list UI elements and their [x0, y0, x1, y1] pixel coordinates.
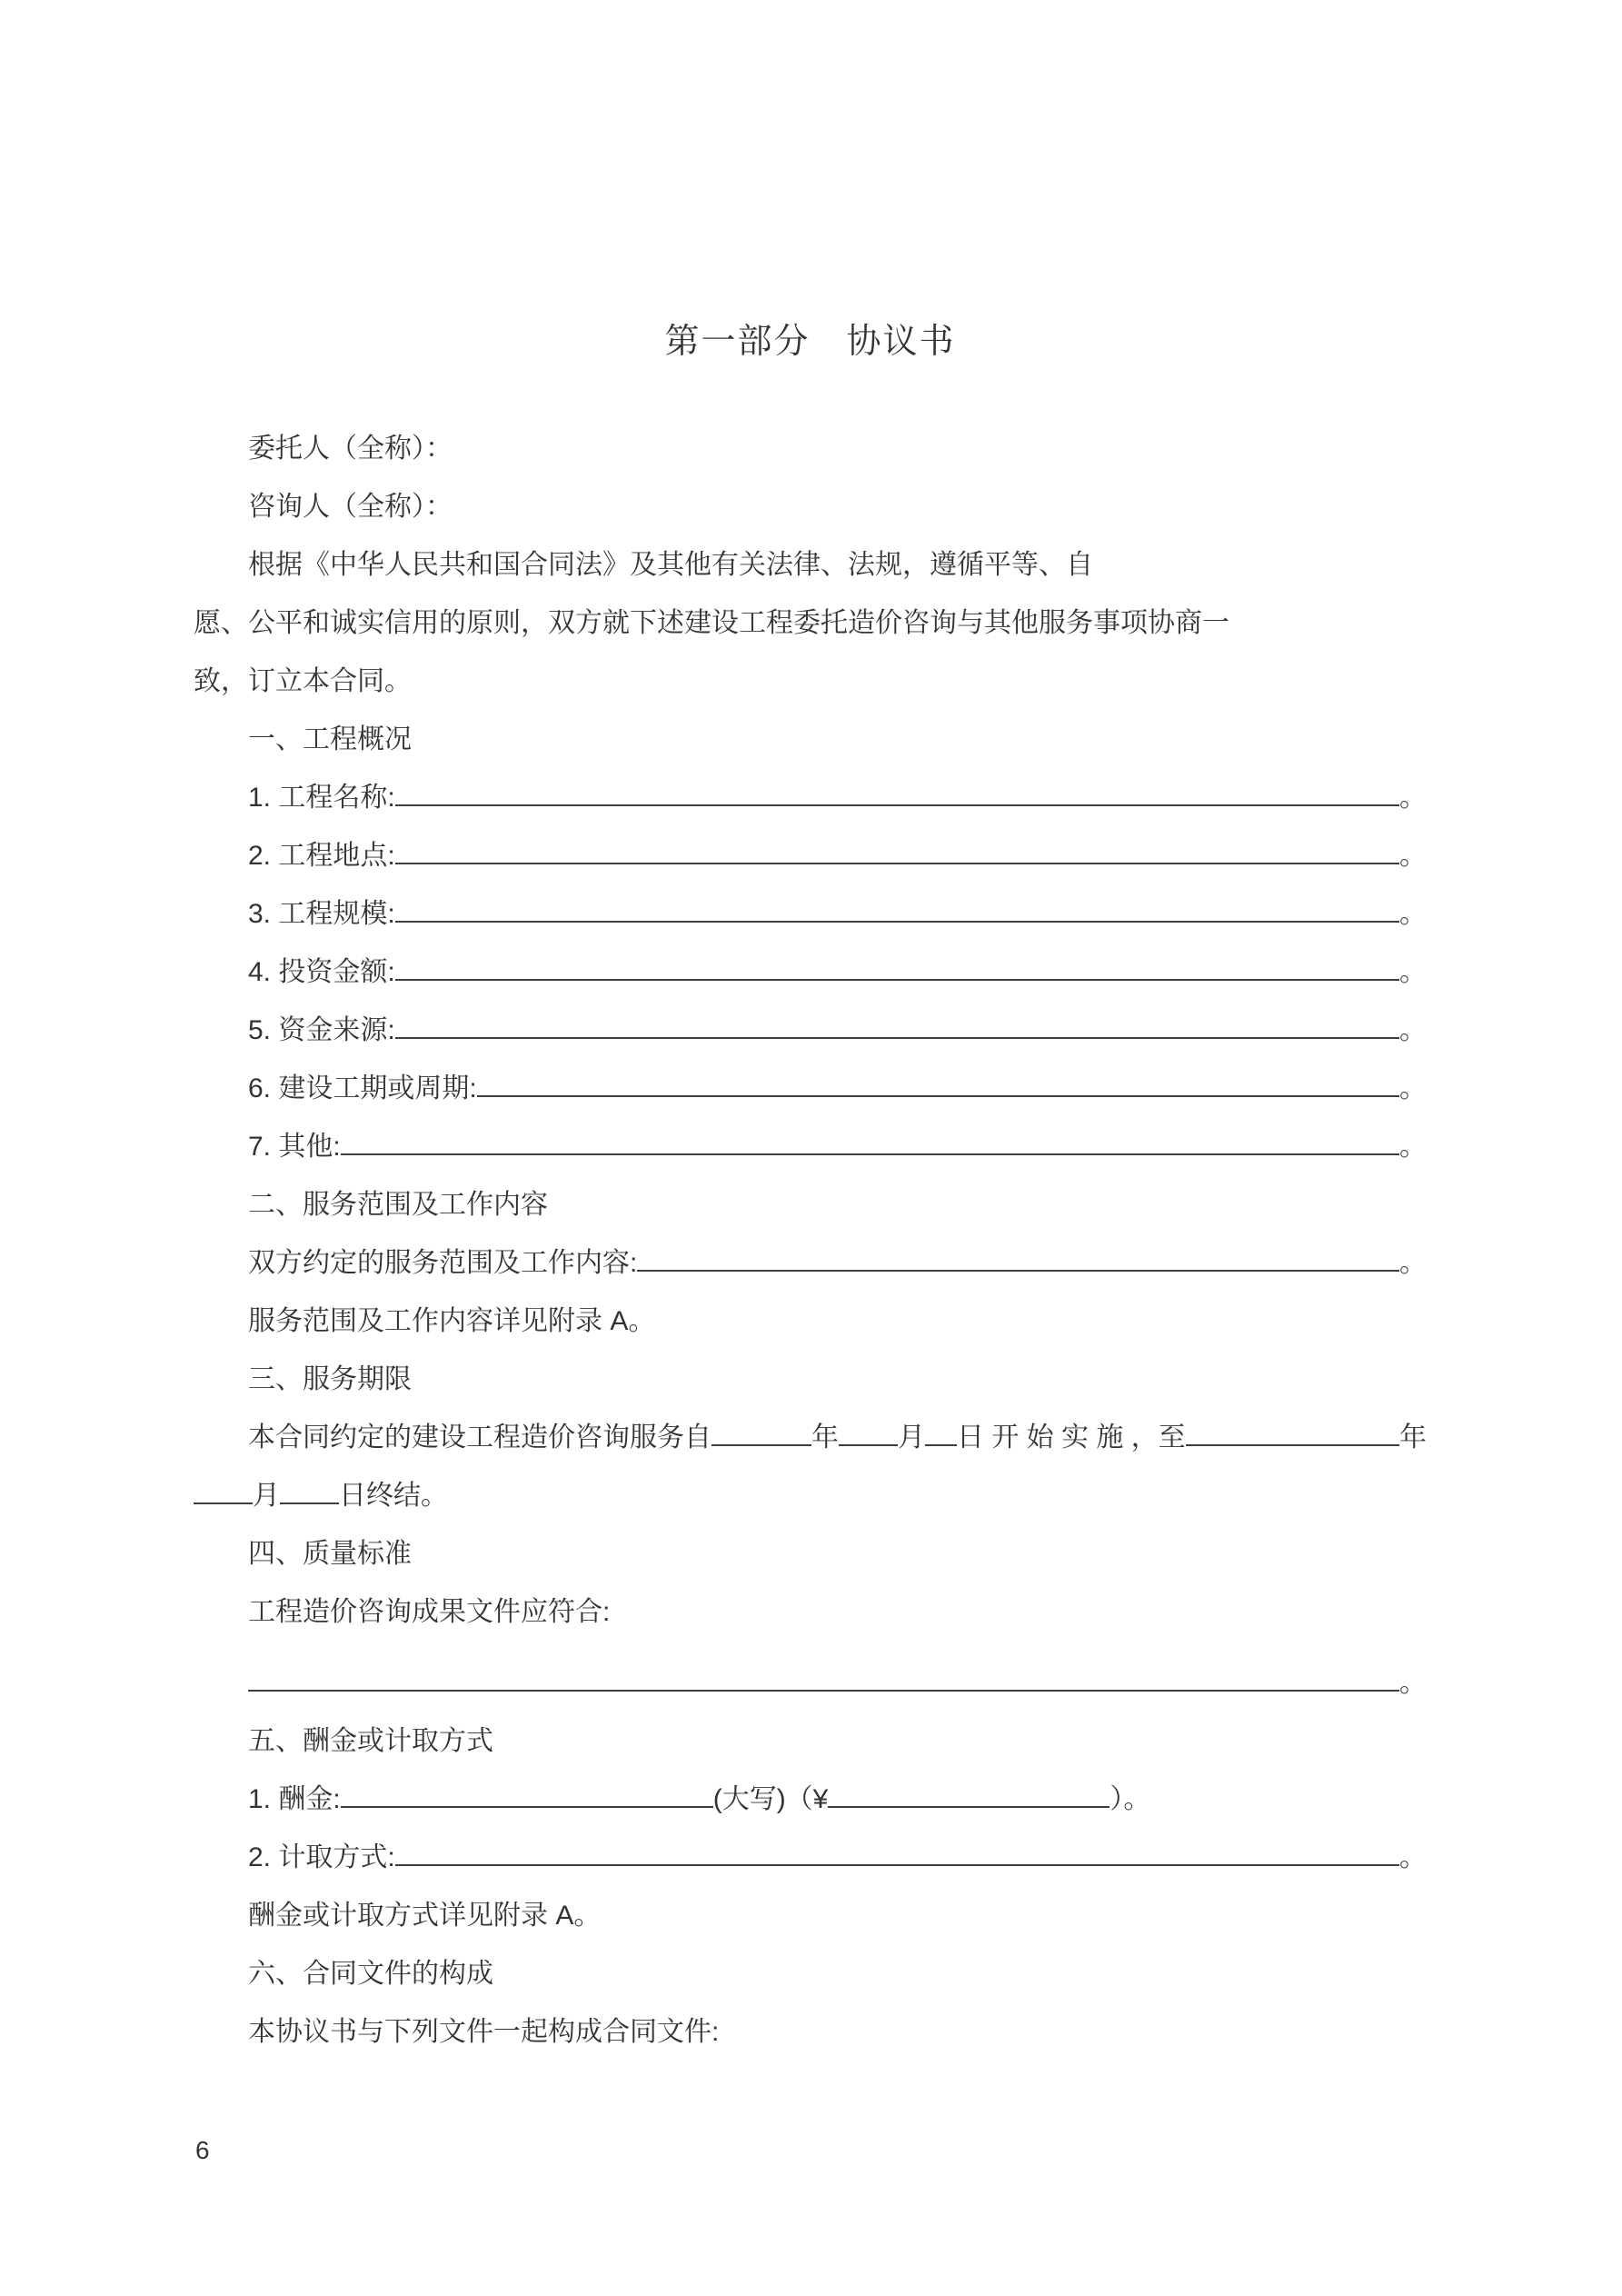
line-intro-3: [194, 653, 1427, 711]
fee-label: 1. 酬金:: [248, 1784, 341, 1814]
blank-project-name: [395, 779, 1399, 806]
line-fee: [194, 1771, 1427, 1829]
blank-project-location: [395, 837, 1399, 864]
investment-amount-label: 4. 投资金额:: [248, 957, 395, 987]
section-2-heading-text: 二、服务范围及工作内容: [248, 1190, 548, 1220]
line-service-period-2: [194, 1467, 1427, 1525]
blank-fee-method: [395, 1839, 1399, 1866]
section-6-heading: [194, 1945, 1427, 2003]
line-project-location: [194, 827, 1427, 885]
section-1-heading: [194, 711, 1427, 769]
section-5-heading: [194, 1712, 1427, 1771]
consultant-label: 咨询人（全称）：: [248, 492, 453, 522]
fee-method-label: 2. 计取方式:: [248, 1842, 395, 1872]
line-fund-source: [194, 1002, 1427, 1060]
section-3-heading: [194, 1351, 1427, 1409]
period-mark: 。: [1399, 783, 1427, 813]
section-1-heading-text: 一、工程概况: [248, 724, 412, 754]
page-number: 6: [195, 2136, 210, 2164]
line-intro-1: [194, 536, 1427, 594]
line-quality-intro: [194, 1583, 1427, 1642]
period-mark: 。: [1399, 1132, 1427, 1162]
intro-text-2: 愿、公平和诚实信用的原则，双方就下述建设工程委托造价咨询与其他服务事项协商一: [194, 608, 1229, 638]
line-project-scale: [194, 885, 1427, 943]
blank-quality-standard: [248, 1664, 1399, 1692]
service-scope-note-text: 服务范围及工作内容详见附录 A。: [248, 1306, 656, 1336]
intro-text-1: 根据《中华人民共和国合同法》及其他有关法律、法规，遵循平等、自: [248, 550, 1093, 580]
project-location-label: 2. 工程地点:: [248, 841, 395, 871]
line-project-name: [194, 769, 1427, 827]
blank-other: [341, 1128, 1399, 1155]
quality-intro-text: 工程造价咨询成果文件应符合:: [248, 1597, 611, 1627]
blank-end-day: [280, 1477, 339, 1504]
section-2-heading: [194, 1176, 1427, 1234]
blank-start-year: [711, 1419, 811, 1446]
fee-note-text: 酬金或计取方式详见附录 A。: [248, 1901, 602, 1931]
period-mark: 。: [1399, 1842, 1427, 1872]
line-service-scope-note: [194, 1293, 1427, 1351]
project-name-label: 1. 工程名称:: [248, 783, 395, 813]
period-mark: 。: [1399, 1073, 1427, 1103]
document-title: 第一部分 协议书: [664, 323, 956, 361]
line-fee-note: [194, 1887, 1427, 1945]
intro-text-3: 致，订立本合同。: [194, 666, 412, 696]
blank-end-year: [1186, 1419, 1399, 1446]
period-mark: 。: [1399, 1015, 1427, 1045]
line-construction-period: [194, 1060, 1427, 1118]
blank-investment-amount: [395, 953, 1399, 981]
blank-fund-source: [395, 1012, 1399, 1039]
month-label: 月: [253, 1481, 280, 1511]
service-period-end-text: 日终结。: [339, 1481, 448, 1511]
service-scope-label: 双方约定的服务范围及工作内容:: [248, 1248, 638, 1278]
blank-project-scale: [395, 895, 1399, 923]
fee-capital-label: (大写)（¥: [712, 1784, 829, 1814]
year-label: 年: [1399, 1423, 1427, 1452]
period-mark: 。: [1399, 957, 1427, 987]
section-4-heading: [194, 1525, 1427, 1583]
blank-service-scope: [637, 1244, 1399, 1272]
line-intro-2: [194, 594, 1427, 653]
construction-period-label: 6. 建设工期或周期:: [248, 1073, 477, 1103]
line-investment-amount: [194, 943, 1427, 1002]
line-client: [194, 420, 1427, 478]
section-6-heading-text: 六、合同文件的构成: [248, 1959, 493, 1989]
blank-end-month: [194, 1477, 253, 1504]
line-consultant: [194, 478, 1427, 536]
line-service-scope: [194, 1234, 1427, 1293]
blank-start-day: [925, 1419, 957, 1446]
blank-construction-period: [477, 1070, 1399, 1097]
blank-start-month: [839, 1419, 898, 1446]
period-mark: 。: [1399, 841, 1427, 871]
line-service-period-1: [194, 1409, 1427, 1467]
line-fee-method: [194, 1829, 1427, 1887]
section-4-heading-text: 四、质量标准: [248, 1539, 412, 1569]
line-contract-files-intro: [194, 2003, 1427, 2061]
line-other: [194, 1118, 1427, 1176]
service-period-mid-text: 日 开 始 实 施 ，至: [957, 1423, 1186, 1452]
fee-end-mark: ）。: [1110, 1784, 1151, 1814]
period-mark: 。: [1399, 1668, 1427, 1698]
blank-fee-amount-numeric: [828, 1781, 1110, 1808]
client-label: 委托人（全称）：: [248, 434, 453, 464]
service-period-pre-text: 本合同约定的建设工程造价咨询服务自: [248, 1423, 711, 1452]
period-mark: 。: [1399, 1248, 1427, 1278]
blank-fee-amount: [341, 1781, 713, 1808]
fund-source-label: 5. 资金来源:: [248, 1015, 395, 1045]
other-label: 7. 其他:: [248, 1132, 341, 1162]
contract-files-intro-text: 本协议书与下列文件一起构成合同文件:: [248, 2017, 720, 2047]
period-mark: 。: [1399, 899, 1427, 929]
line-quality-standard: [194, 1654, 1427, 1712]
section-3-heading-text: 三、服务期限: [248, 1364, 412, 1394]
year-label: 年: [811, 1423, 839, 1452]
month-label: 月: [898, 1423, 925, 1452]
section-5-heading-text: 五、酬金或计取方式: [248, 1726, 493, 1756]
project-scale-label: 3. 工程规模:: [248, 899, 395, 929]
